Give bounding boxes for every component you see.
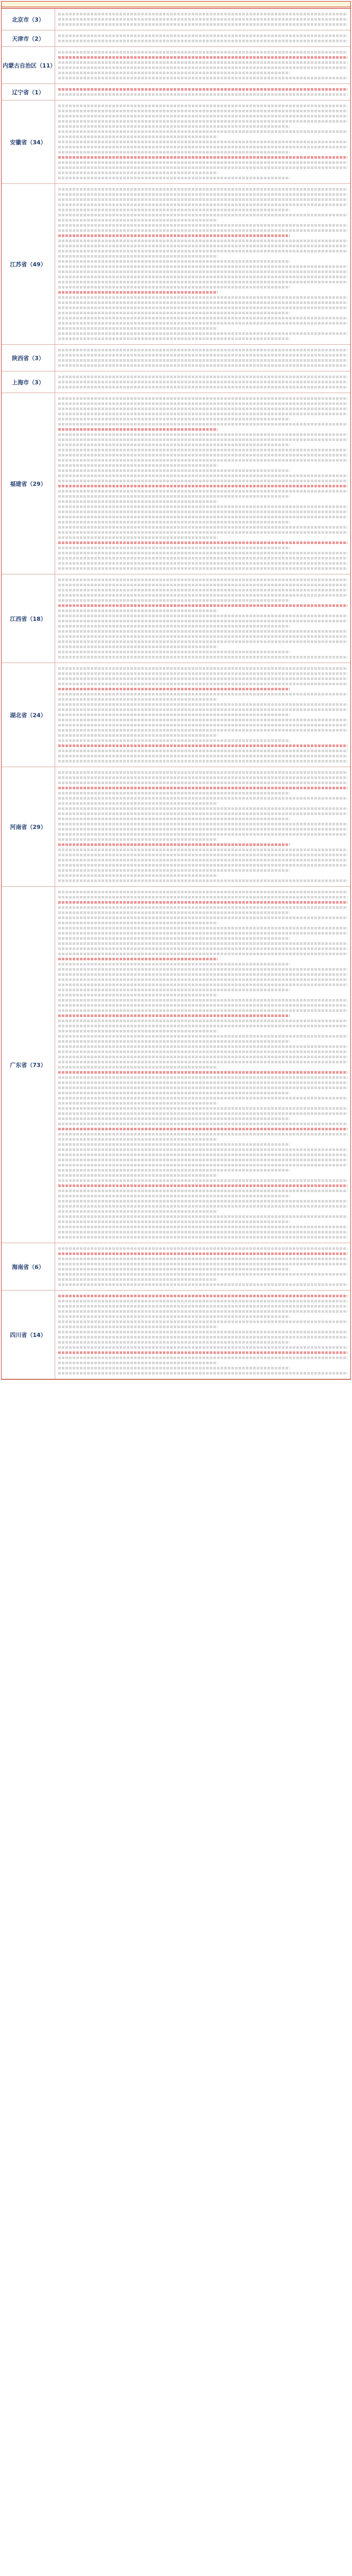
detail-line xyxy=(58,984,347,986)
detail-line xyxy=(58,1154,347,1156)
detail-line xyxy=(58,594,347,597)
detail-line xyxy=(58,917,347,919)
detail-line xyxy=(58,270,347,273)
detail-line xyxy=(58,911,290,914)
detail-line xyxy=(58,989,290,991)
detail-line xyxy=(58,364,347,367)
detail-line xyxy=(58,156,347,159)
detail-line xyxy=(58,255,217,258)
detail-line xyxy=(58,281,347,283)
detail-line xyxy=(58,922,217,924)
detail-line xyxy=(58,521,290,523)
province-row xyxy=(2,767,350,887)
detail-line xyxy=(58,620,347,622)
detail-line xyxy=(58,750,347,752)
detail-line xyxy=(58,224,347,227)
province-name: 内蒙古自治区（11） xyxy=(2,47,55,83)
detail-line xyxy=(58,1102,217,1105)
detail-line xyxy=(58,771,347,774)
detail-line xyxy=(58,693,347,696)
province-details xyxy=(55,184,350,344)
detail-line xyxy=(58,787,347,789)
detail-line xyxy=(58,672,347,675)
detail-line xyxy=(58,1346,347,1349)
detail-line xyxy=(58,937,290,940)
detail-line xyxy=(58,1184,347,1187)
detail-line xyxy=(58,531,347,534)
detail-line xyxy=(58,1174,217,1177)
detail-line xyxy=(58,413,347,415)
detail-line xyxy=(58,667,347,670)
detail-line xyxy=(58,332,347,335)
province-row xyxy=(2,184,350,345)
detail-line xyxy=(58,1273,347,1276)
detail-line xyxy=(58,963,290,965)
detail-line xyxy=(58,402,347,405)
detail-line xyxy=(58,209,290,211)
detail-line xyxy=(58,1300,347,1302)
detail-line xyxy=(58,526,347,529)
province-details xyxy=(55,1243,350,1290)
detail-line xyxy=(58,994,217,996)
detail-line xyxy=(58,265,347,268)
detail-line xyxy=(58,547,290,549)
detail-line xyxy=(58,683,347,685)
detail-line xyxy=(58,291,217,294)
detail-line xyxy=(58,552,347,554)
detail-line xyxy=(58,464,217,467)
detail-line xyxy=(58,1123,347,1125)
detail-line xyxy=(58,56,347,59)
detail-line xyxy=(58,18,347,21)
detail-line xyxy=(58,1205,347,1208)
detail-line xyxy=(58,1367,290,1369)
detail-line xyxy=(58,776,347,779)
detail-line xyxy=(58,296,347,299)
detail-line xyxy=(58,386,347,388)
detail-line xyxy=(58,1143,290,1146)
detail-line xyxy=(58,828,347,831)
detail-line xyxy=(58,1263,347,1265)
detail-line xyxy=(58,433,347,436)
detail-line xyxy=(58,245,347,247)
province-table xyxy=(2,9,350,1379)
detail-line xyxy=(58,438,347,441)
detail-line xyxy=(58,1190,347,1192)
detail-line xyxy=(58,625,290,628)
detail-line xyxy=(58,1061,347,1063)
detail-line xyxy=(58,744,347,747)
detail-line xyxy=(58,1056,347,1058)
detail-line xyxy=(58,854,347,856)
detail-line xyxy=(58,818,290,820)
province-row xyxy=(2,100,350,184)
province-name: 陕西省（3） xyxy=(2,345,55,371)
province-name: 辽宁省（1） xyxy=(2,84,55,100)
province-row xyxy=(2,393,350,574)
detail-line xyxy=(58,77,347,79)
detail-line xyxy=(58,1128,347,1130)
detail-line xyxy=(58,1020,347,1022)
detail-line xyxy=(58,204,347,206)
detail-line xyxy=(58,250,347,252)
province-row xyxy=(2,345,350,371)
province-row xyxy=(2,887,350,1243)
detail-line xyxy=(58,630,347,633)
detail-line xyxy=(58,1025,347,1027)
detail-line xyxy=(58,511,347,513)
detail-line xyxy=(58,714,290,716)
detail-line xyxy=(58,1169,290,1172)
detail-line xyxy=(58,193,347,196)
detail-line xyxy=(58,688,290,690)
detail-line xyxy=(58,408,347,410)
detail-line xyxy=(58,141,347,143)
sheet-header xyxy=(2,2,350,7)
detail-line xyxy=(58,953,347,955)
detail-line xyxy=(58,166,347,169)
detail-line xyxy=(58,1362,217,1364)
detail-line xyxy=(58,66,347,69)
detail-line xyxy=(58,1117,290,1120)
province-details xyxy=(55,663,350,767)
detail-line xyxy=(58,760,347,762)
detail-line xyxy=(58,999,347,1002)
detail-line xyxy=(58,579,347,581)
province-details xyxy=(55,393,350,574)
detail-line xyxy=(58,110,347,112)
detail-line xyxy=(58,708,347,711)
detail-line xyxy=(58,838,217,841)
detail-line xyxy=(58,1014,290,1017)
detail-line xyxy=(58,418,290,420)
detail-line xyxy=(58,947,347,950)
detail-line xyxy=(58,146,347,148)
detail-line xyxy=(58,1159,347,1161)
detail-line xyxy=(58,1195,290,1197)
province-name: 广东省（73） xyxy=(2,887,55,1243)
detail-line xyxy=(58,896,347,899)
detail-line xyxy=(58,536,217,539)
detail-line xyxy=(58,1247,347,1250)
province-name: 四川省（14） xyxy=(2,1291,55,1379)
detail-line xyxy=(58,240,347,242)
detail-line xyxy=(58,349,347,351)
detail-line xyxy=(58,1268,290,1270)
detail-line xyxy=(58,188,347,191)
detail-line xyxy=(58,1179,347,1182)
detail-line xyxy=(58,454,347,456)
detail-line xyxy=(58,901,347,904)
detail-line xyxy=(58,485,347,487)
detail-line xyxy=(58,177,290,179)
detail-line xyxy=(58,1215,347,1218)
detail-line xyxy=(58,490,347,493)
detail-line xyxy=(58,1004,347,1007)
detail-line xyxy=(58,1295,347,1297)
detail-line xyxy=(58,1320,347,1323)
province-name: 江西省（18） xyxy=(2,574,55,663)
detail-line xyxy=(58,376,347,378)
detail-line xyxy=(58,495,290,498)
detail-line xyxy=(58,1210,217,1213)
detail-line xyxy=(58,599,290,602)
detail-line xyxy=(58,381,347,383)
detail-line xyxy=(58,1107,347,1110)
detail-line xyxy=(58,1236,347,1239)
province-name: 北京市（3） xyxy=(2,9,55,30)
detail-line xyxy=(58,1305,347,1308)
detail-line xyxy=(58,755,347,757)
detail-line xyxy=(58,797,347,800)
detail-line xyxy=(58,807,347,810)
detail-line xyxy=(58,932,347,935)
detail-line xyxy=(58,823,347,825)
detail-line xyxy=(58,500,217,503)
detail-line xyxy=(58,640,347,643)
detail-line xyxy=(58,942,347,945)
detail-line xyxy=(58,1252,347,1255)
detail-line xyxy=(58,557,347,560)
detail-line xyxy=(58,317,347,319)
province-name: 天津市（2） xyxy=(2,30,55,46)
detail-line xyxy=(58,864,347,867)
detail-line xyxy=(58,698,217,701)
announcement-sheet xyxy=(1,1,351,1380)
province-row xyxy=(2,1291,350,1379)
detail-line xyxy=(58,906,347,909)
detail-line xyxy=(58,125,290,128)
detail-line xyxy=(58,397,347,400)
detail-line xyxy=(58,423,347,426)
detail-line xyxy=(58,874,217,877)
detail-line xyxy=(58,1030,217,1032)
detail-line xyxy=(58,677,347,680)
detail-line xyxy=(58,635,347,638)
detail-line xyxy=(58,1310,347,1313)
province-row xyxy=(2,574,350,663)
detail-line xyxy=(58,234,290,237)
detail-line xyxy=(58,130,347,133)
detail-line xyxy=(58,891,347,893)
detail-line xyxy=(58,260,290,263)
detail-line xyxy=(58,23,347,26)
province-details xyxy=(55,767,350,886)
detail-line xyxy=(58,1009,347,1012)
province-details xyxy=(55,1291,350,1379)
province-details xyxy=(55,30,350,46)
detail-line xyxy=(58,1326,217,1328)
detail-line xyxy=(58,359,347,362)
detail-line xyxy=(58,541,347,544)
detail-line xyxy=(58,13,347,15)
detail-line xyxy=(58,973,347,976)
detail-line xyxy=(58,1076,347,1079)
detail-line xyxy=(58,1278,217,1281)
detail-line xyxy=(58,327,217,330)
detail-line xyxy=(58,724,347,726)
detail-line xyxy=(58,115,347,117)
detail-line xyxy=(58,1133,347,1136)
detail-line xyxy=(58,1258,347,1260)
detail-line xyxy=(58,1341,290,1344)
detail-line xyxy=(58,802,217,805)
detail-line xyxy=(58,286,290,289)
detail-line xyxy=(58,968,347,971)
detail-line xyxy=(58,869,290,872)
detail-line xyxy=(58,312,290,314)
detail-line xyxy=(58,1092,290,1094)
detail-line xyxy=(58,469,290,472)
detail-line xyxy=(58,567,347,570)
detail-line xyxy=(58,105,347,107)
detail-line xyxy=(58,719,347,721)
detail-line xyxy=(58,301,347,304)
detail-line xyxy=(58,516,347,518)
detail-line xyxy=(58,120,347,123)
detail-line xyxy=(58,734,217,737)
detail-line xyxy=(58,1283,347,1286)
detail-line xyxy=(58,1035,347,1038)
province-details xyxy=(55,371,350,393)
detail-line xyxy=(58,615,347,617)
detail-line xyxy=(58,1231,347,1233)
province-name: 湖北省（24） xyxy=(2,663,55,767)
detail-line xyxy=(58,51,347,54)
detail-line xyxy=(58,449,347,451)
detail-line xyxy=(58,1081,347,1084)
detail-line xyxy=(58,703,347,706)
province-row xyxy=(2,1243,350,1291)
detail-line xyxy=(58,792,290,794)
detail-line xyxy=(58,172,217,174)
detail-line xyxy=(58,978,347,981)
province-name: 海南省（6） xyxy=(2,1243,55,1290)
province-name: 上海市（3） xyxy=(2,371,55,393)
detail-line xyxy=(58,1351,347,1354)
detail-line xyxy=(58,1164,347,1166)
province-details xyxy=(55,887,350,1243)
province-row xyxy=(2,30,350,47)
detail-line xyxy=(58,276,347,278)
detail-line xyxy=(58,459,347,462)
detail-line xyxy=(58,40,347,42)
detail-line xyxy=(58,1357,347,1359)
detail-line xyxy=(58,1336,347,1338)
detail-line xyxy=(58,958,217,960)
province-details xyxy=(55,100,350,183)
detail-line xyxy=(58,1138,217,1141)
detail-line xyxy=(58,1045,347,1048)
province-row xyxy=(2,47,350,84)
detail-line xyxy=(58,739,290,742)
detail-line xyxy=(58,1097,347,1099)
province-details xyxy=(55,47,350,83)
province-name: 河南省（29） xyxy=(2,767,55,886)
detail-line xyxy=(58,93,347,96)
detail-line xyxy=(58,562,347,565)
detail-line xyxy=(58,656,347,658)
detail-line xyxy=(58,849,347,851)
detail-line xyxy=(58,229,347,232)
detail-line xyxy=(58,444,290,446)
detail-line xyxy=(58,428,217,431)
detail-line xyxy=(58,474,347,477)
detail-line xyxy=(58,584,347,586)
detail-line xyxy=(58,589,347,591)
detail-line xyxy=(58,307,347,309)
province-row xyxy=(2,9,350,30)
province-details xyxy=(55,9,350,30)
detail-line xyxy=(58,782,347,784)
detail-line xyxy=(58,1200,347,1202)
detail-line xyxy=(58,151,290,154)
detail-line xyxy=(58,219,217,222)
province-row xyxy=(2,371,350,393)
detail-line xyxy=(58,135,217,138)
detail-line xyxy=(58,354,347,357)
detail-line xyxy=(58,1040,290,1043)
province-row xyxy=(2,663,350,767)
detail-line xyxy=(58,214,347,216)
detail-line xyxy=(58,322,347,325)
detail-line xyxy=(58,1315,290,1318)
detail-line xyxy=(58,161,347,164)
detail-line xyxy=(58,1148,347,1151)
detail-line xyxy=(58,35,347,37)
detail-line xyxy=(58,1066,217,1069)
province-name: 江苏省（49） xyxy=(2,184,55,344)
detail-line xyxy=(58,1050,347,1053)
detail-line xyxy=(58,1087,347,1089)
detail-line xyxy=(58,198,347,201)
province-name: 福建省（29） xyxy=(2,393,55,574)
province-details xyxy=(55,574,350,663)
detail-line xyxy=(58,61,347,64)
detail-line xyxy=(58,609,217,612)
province-details xyxy=(55,84,350,100)
detail-line xyxy=(58,651,290,653)
detail-line xyxy=(58,1112,347,1115)
detail-line xyxy=(58,1221,290,1223)
detail-line xyxy=(58,1372,347,1375)
detail-line xyxy=(58,812,347,815)
detail-line xyxy=(58,843,290,846)
province-details xyxy=(55,345,350,371)
detail-line xyxy=(58,879,347,882)
detail-line xyxy=(58,337,290,340)
detail-line xyxy=(58,72,290,74)
detail-line xyxy=(58,505,347,508)
detail-line xyxy=(58,88,347,91)
detail-line xyxy=(58,480,347,482)
detail-line xyxy=(58,833,347,836)
detail-line xyxy=(58,729,347,732)
detail-line xyxy=(58,604,347,607)
detail-line xyxy=(58,1226,347,1228)
detail-line xyxy=(58,1071,347,1074)
province-row xyxy=(2,84,350,100)
province-name: 安徽省（34） xyxy=(2,100,55,183)
detail-line xyxy=(58,646,217,648)
detail-line xyxy=(58,927,347,929)
detail-line xyxy=(58,859,347,861)
detail-line xyxy=(58,1331,347,1333)
